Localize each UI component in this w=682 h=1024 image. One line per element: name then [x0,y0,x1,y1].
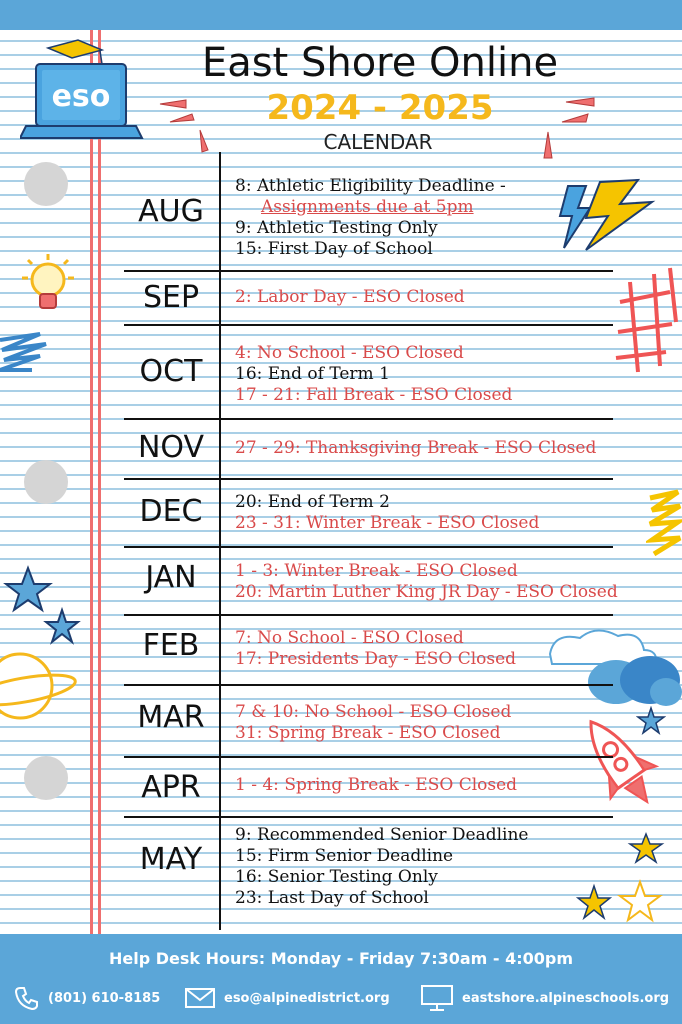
event-item: 4: No School - ESO Closed [235,343,464,363]
binder-hole [24,756,68,800]
eso-logo [20,38,145,148]
event-item: 20: Martin Luther King JR Day - ESO Closed [235,582,618,602]
table-divider [124,418,613,420]
envelope-icon [184,986,216,1010]
events-jan [235,561,675,603]
event-item: 8: Athletic Eligibility Deadline - [235,176,506,196]
school-year: 2024 - 2025 [266,88,494,128]
monitor-icon [420,984,454,1012]
scribble-decoration [0,330,60,394]
events-apr [235,775,675,796]
event-item: 16: Senior Testing Only [235,867,438,887]
event-item: 23: Last Day of School [235,888,429,908]
event-item-link[interactable]: Assignments due at 5pm [261,197,474,217]
email-contact[interactable] [184,984,390,1012]
spark-decoration-left [156,96,216,160]
table-divider [124,684,613,686]
event-item: 23 - 31: Winter Break - ESO Closed [235,513,540,533]
event-item: 27 - 29: Thanksgiving Break - ESO Closed [235,438,597,458]
planet-decoration [0,636,80,740]
table-divider [124,756,613,758]
phone-contact[interactable] [14,984,160,1012]
month-label-sep: SEP [142,280,200,315]
page-title: East Shore Online [201,40,559,86]
events-nov [235,438,675,459]
footer [0,934,682,1024]
binder-hole [24,162,68,206]
events-aug [235,176,675,260]
month-label-may: MAY [139,842,203,877]
calendar-subtitle: CALENDAR [323,130,433,154]
events-sep [235,287,675,308]
lightbulb-icon [10,248,90,332]
event-item: 17: Presidents Day - ESO Closed [235,649,517,669]
event-item: 15: Firm Senior Deadline [235,846,454,866]
event-item: 2: Labor Day - ESO Closed [235,287,465,307]
website-url: eastshore.alpineschools.org [462,990,670,1006]
margin-line-right [98,30,101,934]
event-item: 15: First Day of School [235,239,433,259]
website-contact[interactable] [420,984,669,1012]
table-divider [124,614,613,616]
spark-decoration-right [540,96,600,170]
month-label-apr: APR [141,770,201,805]
event-item: 31: Spring Break - ESO Closed [235,723,501,743]
help-desk-hours: Help Desk Hours: Monday - Friday 7:30am - 4:00pm [108,949,574,968]
table-divider [124,546,613,548]
event-item: 7 & 10: No School - ESO Closed [235,702,512,722]
events-may [235,825,675,909]
event-item: 16: End of Term 1 [235,364,390,384]
events-feb [235,628,675,670]
event-item: 1 - 4: Spring Break - ESO Closed [235,775,518,795]
event-item: 1 - 3: Winter Break - ESO Closed [235,561,518,581]
events-dec [235,492,675,534]
month-label-mar: MAR [137,700,205,735]
phone-number: (801) 610-8185 [48,990,161,1006]
event-item: 20: End of Term 2 [235,492,390,512]
top-banner [0,0,682,30]
email-address: eso@alpinedistrict.org [224,990,390,1006]
svg-text:eso: eso [51,79,111,114]
table-divider [124,816,613,818]
event-item: 9: Athletic Testing Only [235,218,438,238]
table-divider [124,270,613,272]
month-label-aug: AUG [138,194,204,229]
table-divider-vertical [219,152,221,930]
month-label-jan: JAN [145,560,197,595]
month-label-oct: OCT [139,354,203,389]
table-divider [124,478,613,480]
phone-icon [14,985,40,1011]
events-mar [235,702,675,744]
month-label-nov: NOV [137,430,205,465]
events-oct [235,343,675,406]
margin-line-left [90,30,93,934]
event-item: 7: No School - ESO Closed [235,628,464,648]
event-item: 17 - 21: Fall Break - ESO Closed [235,385,513,405]
month-label-feb: FEB [142,628,200,663]
event-item: 9: Recommended Senior Deadline [235,825,529,845]
table-divider [124,324,613,326]
binder-hole [24,460,68,504]
month-label-dec: DEC [139,494,203,529]
